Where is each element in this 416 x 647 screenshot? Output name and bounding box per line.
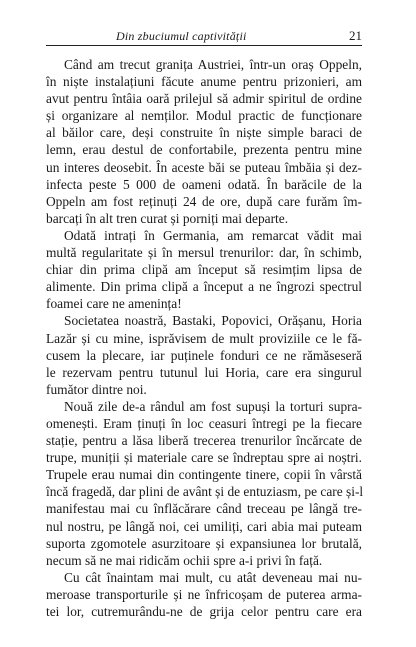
text-line: omenești. Eram ținuți în loc ceasuri întregi pe la fiecare <box>46 415 362 431</box>
text-line: multă regularitate și în mersul trenurilor: dar, în schimb, <box>46 245 362 261</box>
text-line: le rezervam pentru tutunul lui Horia, care era singurul <box>46 364 362 380</box>
paragraph <box>46 56 362 227</box>
text-line: fumător dintre noi. <box>46 381 147 397</box>
text-line: alimente. Din prima clipă a început a ne îngrozi spectrul <box>46 279 362 295</box>
text-line: necum să ne mai ridicăm ochii spre a-i privi în față. <box>46 552 323 568</box>
running-title: Din zbuciumul captivității <box>116 29 247 43</box>
paragraph <box>46 398 362 569</box>
text-line: Oppeln am fost reținuți 24 de ore, după care furăm îm- <box>46 193 362 209</box>
text-line: și organizare al nemților. Modul practic de funcționare <box>46 108 362 124</box>
text-line: în niște instalațiuni făcute anume pentru prizonieri, am <box>46 74 362 90</box>
text-line: avut pentru întâia oară prilejul să admir spiritul de ordine <box>46 91 362 107</box>
text-line: chiar din prima clipă am început să resimțim lipsa de <box>46 262 362 278</box>
text-line: infecta peste 5 000 de oameni odată. În barăcile de la <box>46 176 362 192</box>
header-rule <box>46 45 362 46</box>
paragraph <box>46 227 362 312</box>
page-number: 21 <box>349 28 362 43</box>
text-line: nul nostru, pe lângă noi, cei umiliți, cari abia mai puteam <box>46 518 362 534</box>
text-line: un interes deosebit. În aceste băi se puteau îmbăia și dez- <box>46 159 362 175</box>
text-line: suporta zgomotele asurzitoare și expansiunea lor brutală, <box>46 535 362 551</box>
text-line: încă fragedă, dar plini de avânt și de entuziasm, pe care și-l <box>46 484 364 500</box>
text-line: Odată intrați în Germania, am remarcat vădit mai <box>64 227 362 243</box>
text-line: meroase transporturile și ne înfricoșam de puterea arma- <box>46 586 362 602</box>
text-line: trupe, muniții și materiale care se îndreptau spre ai noștri. <box>46 450 362 466</box>
text-line: al băilor care, deși construite în niște simple baraci de <box>46 125 362 141</box>
text-line: tei lor, cutremurându-ne de grija celor pentru care era <box>46 604 362 619</box>
text-line: Cu cât înaintam mai mult, cu atât deveneau mai nu- <box>64 569 362 585</box>
paragraph <box>46 312 362 397</box>
text-line: Societatea noastră, Bastaki, Popovici, Orășanu, Horia <box>64 313 362 329</box>
text-line: manifestau mai cu înflăcărare când treceau pe lângă tre- <box>46 501 362 517</box>
text-line: Nouă zile de-a rândul am fost supuși la torturi supra- <box>64 398 362 414</box>
text-line: barcați în alt tren curat și porniți mai departe. <box>46 210 289 226</box>
text-line: stație, pentru a lăsa liberă trecerea trenurilor încărcate de <box>46 433 362 449</box>
text-line: cusem la plecare, iar puținele fonduri ce ne rămăseseră <box>46 347 362 363</box>
text-line: Când am trecut granița Austriei, într-un oraș Oppeln, <box>64 57 362 72</box>
text-line: lemn, erau destul de confortabile, prezenta pentru mine <box>46 142 362 158</box>
text-line: Lazăr și cu mine, isprăvisem de mult proviziile ce le fă- <box>46 330 362 346</box>
text-line: Trupele erau numai din contingente tinere, copii în vârstă <box>46 467 362 483</box>
paragraph <box>46 569 362 620</box>
running-header <box>46 28 362 48</box>
body-text <box>46 56 362 620</box>
text-line: foamei care ne amenința! <box>46 296 182 312</box>
